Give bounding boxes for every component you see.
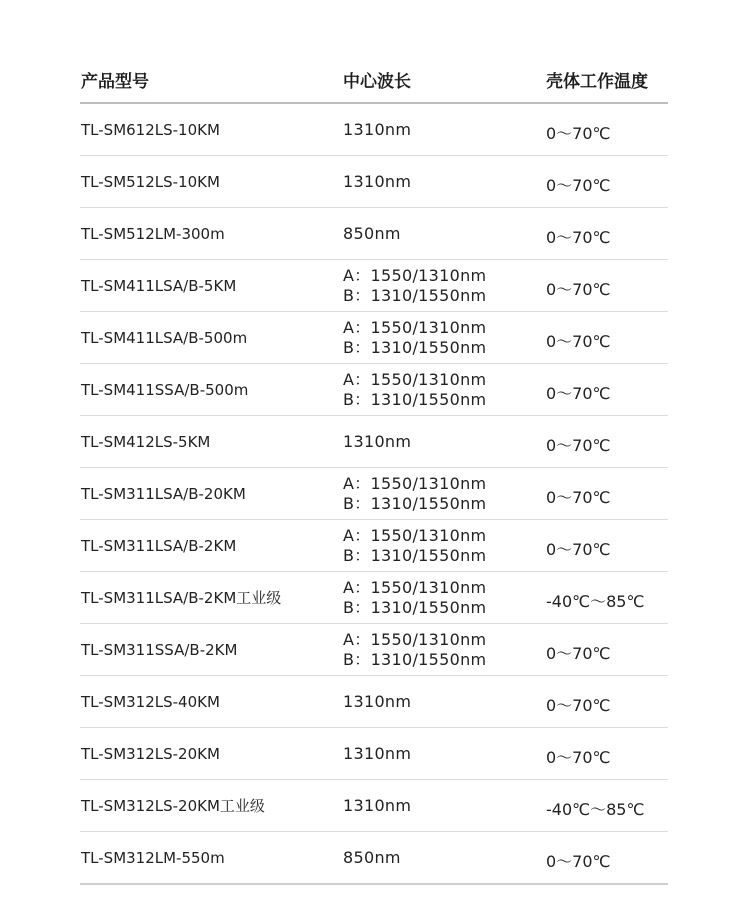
model-cell: TL-SM411SSA/B-500m bbox=[81, 380, 249, 399]
wavelength-line: B：1310/1550nm bbox=[343, 597, 487, 617]
table-row bbox=[80, 832, 668, 885]
wavelength-cell bbox=[343, 468, 486, 519]
wavelength-line: A：1550/1310nm bbox=[343, 577, 487, 597]
wavelength-line: B：1310/1550nm bbox=[343, 493, 487, 513]
temperature-cell: 0～70℃ bbox=[546, 384, 611, 403]
temperature-cell: 0～70℃ bbox=[546, 488, 611, 507]
model-cell: TL-SM311SSA/B-2KM bbox=[81, 640, 238, 659]
wavelength-line: A：1550/1310nm bbox=[343, 369, 487, 389]
wavelength-line: 850nm bbox=[343, 847, 401, 867]
table-row bbox=[80, 312, 668, 364]
wavelength-cell bbox=[343, 208, 401, 259]
temperature-cell: 0～70℃ bbox=[546, 228, 611, 247]
wavelength-line: 1310nm bbox=[343, 119, 412, 139]
spec-table bbox=[80, 58, 668, 885]
wavelength-cell bbox=[343, 832, 401, 883]
table-row bbox=[80, 676, 668, 728]
wavelength-cell bbox=[343, 572, 486, 623]
temperature-cell: 0～70℃ bbox=[546, 176, 611, 195]
temperature-cell: 0～70℃ bbox=[546, 696, 611, 715]
table-row bbox=[80, 624, 668, 676]
table-row bbox=[80, 208, 668, 260]
wavelength-line: B：1310/1550nm bbox=[343, 337, 487, 357]
wavelength-line: 1310nm bbox=[343, 795, 412, 815]
wavelength-cell bbox=[343, 780, 411, 831]
temperature-cell: 0～70℃ bbox=[546, 436, 611, 455]
temperature-cell: 0～70℃ bbox=[546, 748, 611, 767]
temperature-cell: -40℃～85℃ bbox=[546, 800, 645, 819]
table-row bbox=[80, 728, 668, 780]
wavelength-cell bbox=[343, 364, 486, 415]
model-cell: TL-SM411LSA/B-500m bbox=[81, 328, 248, 347]
header-wavelength: 中心波长 bbox=[343, 72, 411, 92]
wavelength-line: A：1550/1310nm bbox=[343, 473, 487, 493]
wavelength-cell bbox=[343, 416, 411, 467]
model-cell: TL-SM312LM-550m bbox=[81, 848, 225, 867]
table-row bbox=[80, 416, 668, 468]
wavelength-line: 1310nm bbox=[343, 171, 412, 191]
model-cell: TL-SM612LS-10KM bbox=[81, 120, 220, 139]
temperature-cell: 0～70℃ bbox=[546, 332, 611, 351]
model-cell: TL-SM312LS-20KM工业级 bbox=[81, 797, 265, 815]
wavelength-line: 1310nm bbox=[343, 431, 412, 451]
table-row bbox=[80, 364, 668, 416]
table-row bbox=[80, 520, 668, 572]
model-cell: TL-SM312LS-20KM bbox=[81, 744, 220, 763]
temperature-cell: 0～70℃ bbox=[546, 644, 611, 663]
temperature-cell: 0～70℃ bbox=[546, 852, 611, 871]
table-row bbox=[80, 468, 668, 520]
table-row bbox=[80, 572, 668, 624]
wavelength-cell bbox=[343, 624, 486, 675]
model-cell: TL-SM412LS-5KM bbox=[81, 432, 211, 451]
model-cell: TL-SM512LS-10KM bbox=[81, 172, 220, 191]
model-cell: TL-SM311LSA/B-20KM bbox=[81, 484, 246, 503]
table-row bbox=[80, 104, 668, 156]
table-body bbox=[80, 104, 668, 885]
wavelength-cell bbox=[343, 728, 411, 779]
table-row bbox=[80, 780, 668, 832]
wavelength-line: A：1550/1310nm bbox=[343, 629, 487, 649]
wavelength-cell bbox=[343, 156, 411, 207]
wavelength-cell bbox=[343, 260, 486, 311]
temperature-cell: -40℃～85℃ bbox=[546, 592, 645, 611]
wavelength-cell bbox=[343, 520, 486, 571]
model-cell: TL-SM312LS-40KM bbox=[81, 692, 220, 711]
model-cell: TL-SM311LSA/B-2KM工业级 bbox=[81, 589, 282, 607]
wavelength-line: 1310nm bbox=[343, 743, 412, 763]
model-cell: TL-SM411LSA/B-5KM bbox=[81, 276, 237, 295]
wavelength-cell bbox=[343, 104, 411, 155]
wavelength-line: B：1310/1550nm bbox=[343, 285, 487, 305]
temperature-cell: 0～70℃ bbox=[546, 124, 611, 143]
temperature-cell: 0～70℃ bbox=[546, 280, 611, 299]
header-temperature: 壳体工作温度 bbox=[546, 72, 648, 92]
wavelength-line: A：1550/1310nm bbox=[343, 265, 487, 285]
wavelength-line: B：1310/1550nm bbox=[343, 389, 487, 409]
table-row bbox=[80, 260, 668, 312]
wavelength-cell bbox=[343, 676, 411, 727]
wavelength-line: A：1550/1310nm bbox=[343, 317, 487, 337]
wavelength-line: 1310nm bbox=[343, 691, 412, 711]
model-cell: TL-SM311LSA/B-2KM bbox=[81, 536, 237, 555]
wavelength-line: B：1310/1550nm bbox=[343, 545, 487, 565]
table-row bbox=[80, 156, 668, 208]
wavelength-line: 850nm bbox=[343, 223, 401, 243]
wavelength-line: A：1550/1310nm bbox=[343, 525, 487, 545]
temperature-cell: 0～70℃ bbox=[546, 540, 611, 559]
table-header bbox=[80, 58, 668, 104]
wavelength-cell bbox=[343, 312, 486, 363]
model-cell: TL-SM512LM-300m bbox=[81, 224, 225, 243]
header-model: 产品型号 bbox=[81, 72, 149, 92]
wavelength-line: B：1310/1550nm bbox=[343, 649, 487, 669]
